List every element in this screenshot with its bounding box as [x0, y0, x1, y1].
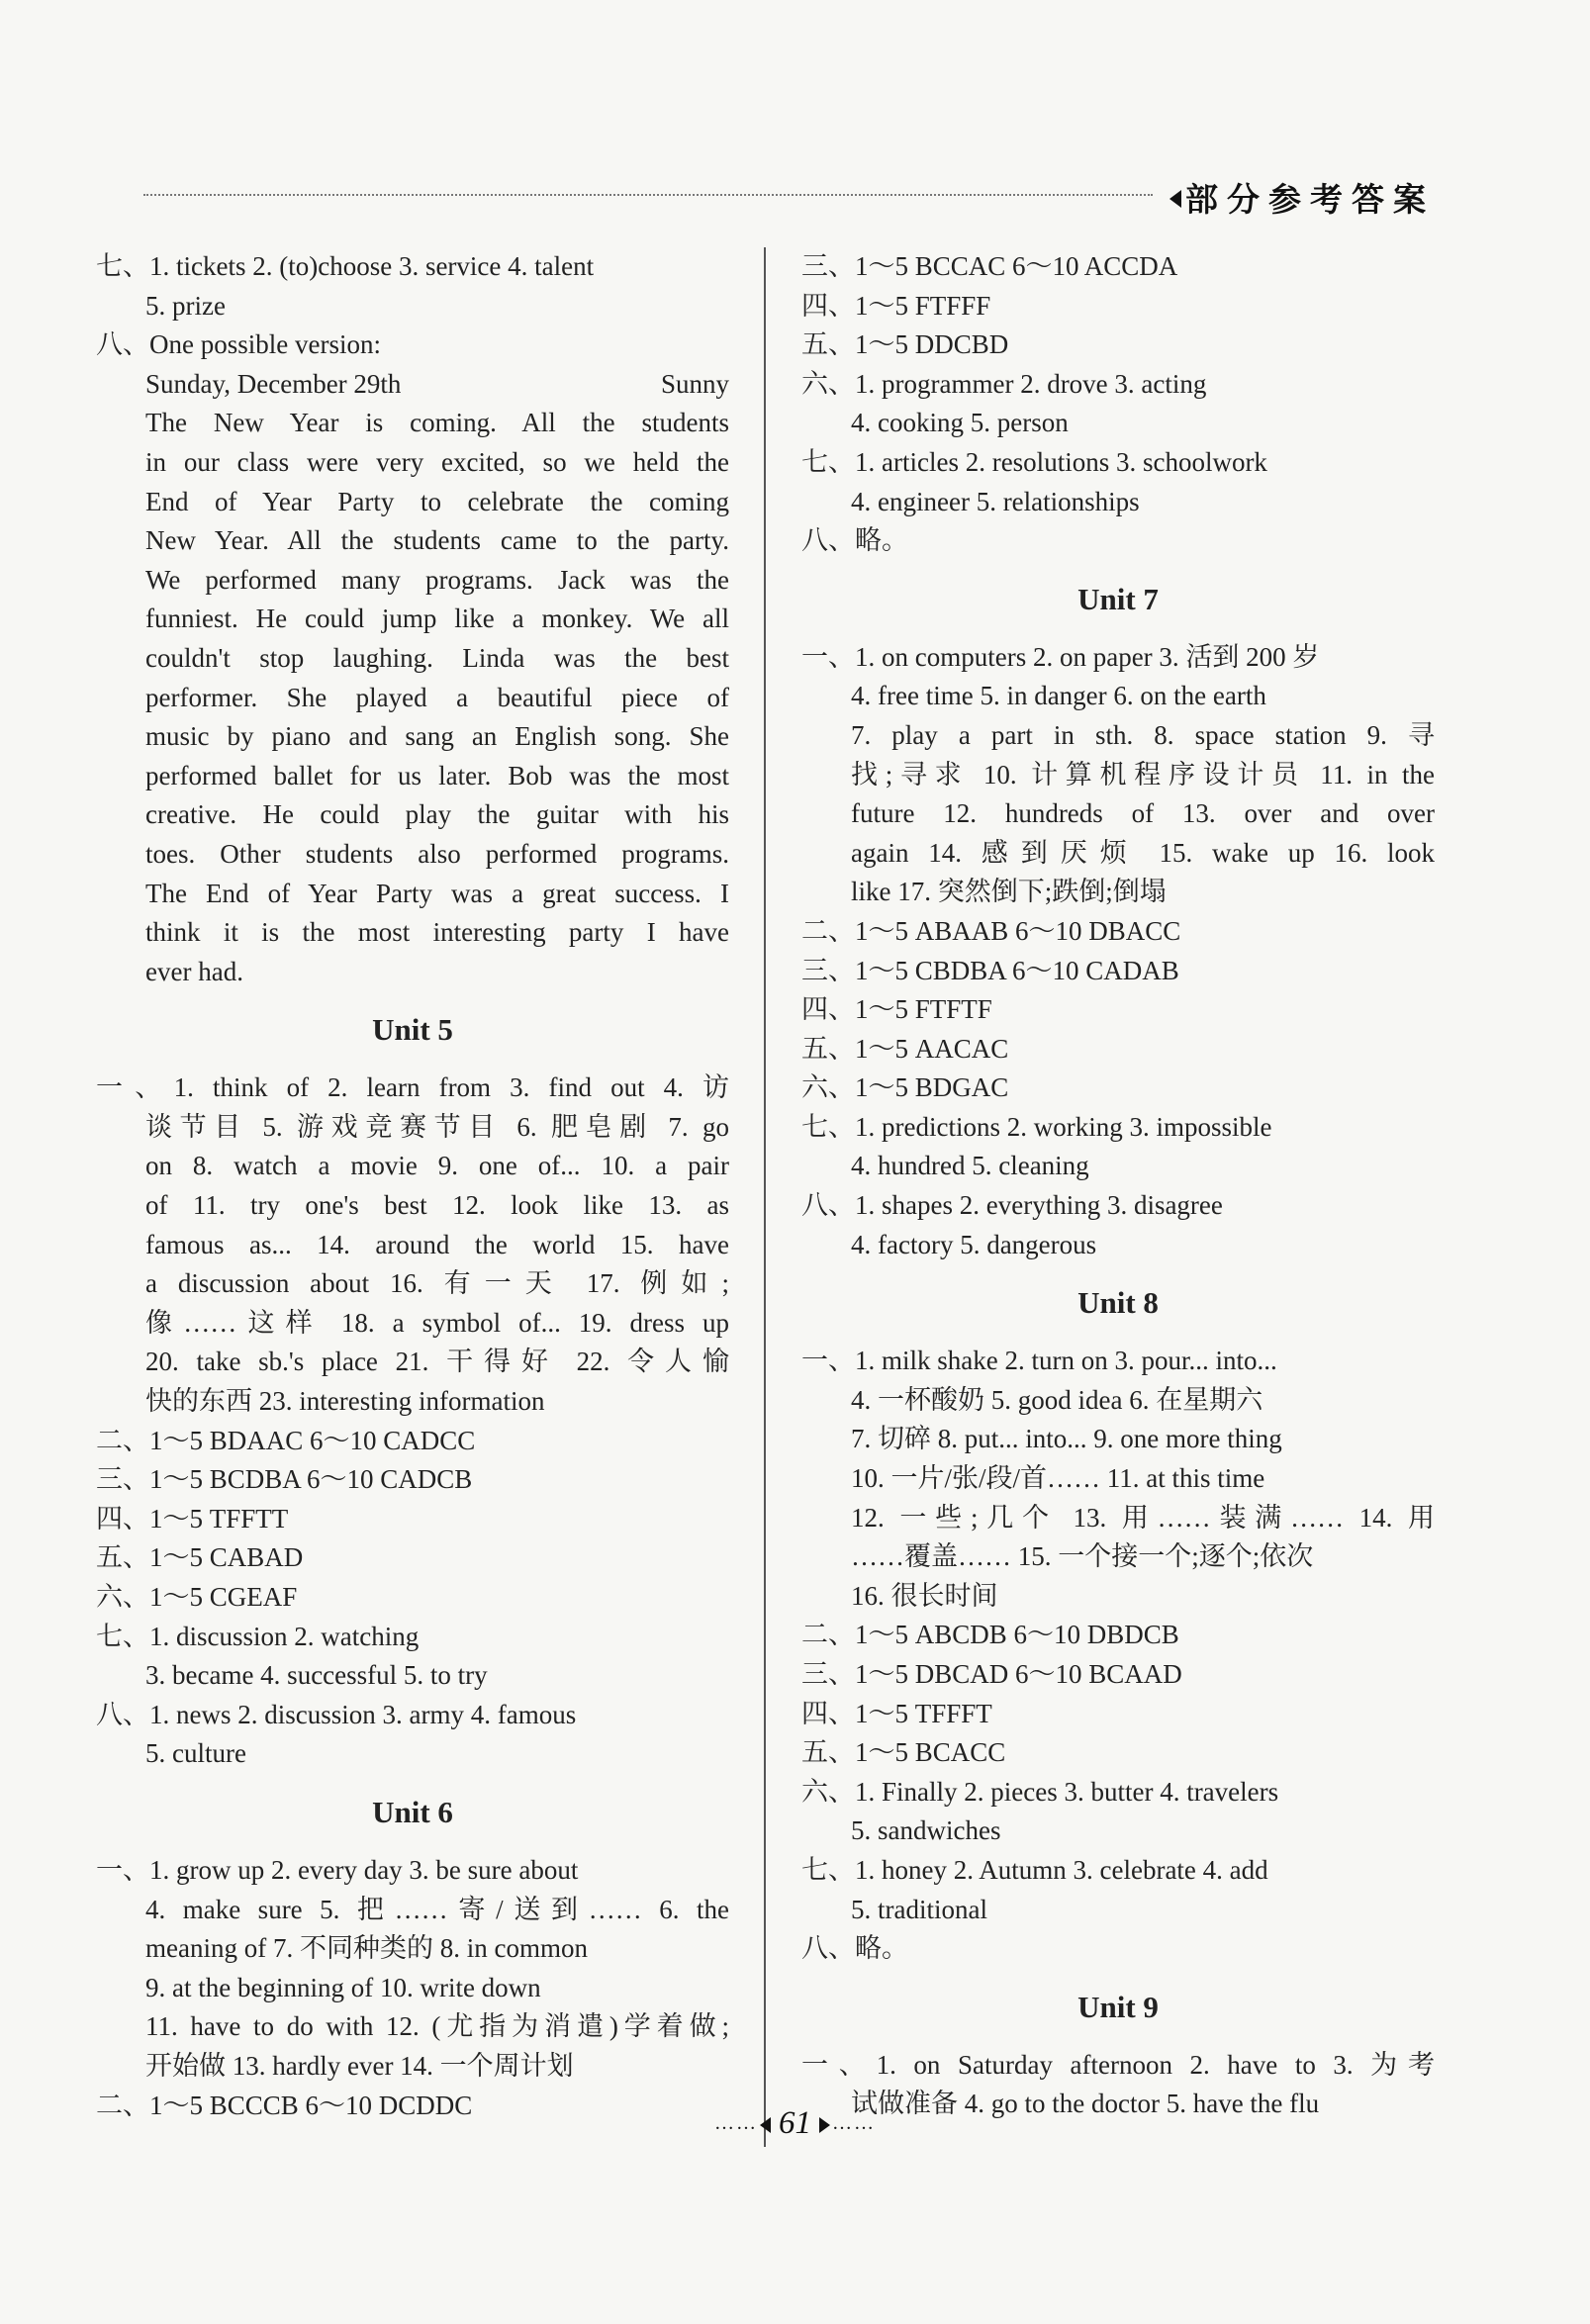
answer-line: 八、1. shapes 2. everything 3. disagree — [801, 1190, 1223, 1221]
unit-heading: Unit 5 — [372, 1012, 453, 1048]
answer-line: End of Year Party to celebrate the coming — [145, 486, 729, 516]
answer-line: The End of Year Party was a great success. I — [145, 878, 729, 908]
answer-line: 一、1. think of 2. learn from 3. find out 4. 访 — [96, 1072, 729, 1103]
footer-dots-right: …… — [832, 2112, 876, 2134]
answer-line: New Year. All the students came to the party. — [145, 525, 729, 556]
answer-line: 20. take sb.'s place 21. 干得好 22. 令人愉 — [145, 1347, 729, 1377]
answer-line: 八、One possible version: — [96, 329, 381, 360]
answer-line: 七、1. articles 2. resolutions 3. schoolwork — [801, 446, 1267, 477]
answer-line: 八、1. news 2. discussion 3. army 4. famous — [96, 1699, 577, 1729]
header-title-block — [1169, 174, 1435, 221]
answer-line: 谈节目 5. 游戏竞赛节目 6. 肥皂剧 7. go — [145, 1111, 729, 1142]
footer-dots-left: …… — [714, 2112, 758, 2134]
answer-line: 四、1～5 FTFTF — [801, 994, 992, 1025]
page-title: 部分参考答案 — [1185, 180, 1435, 219]
weather-text: Sunny — [660, 368, 729, 399]
answer-line: 三、1～5 BCDBA 6～10 CADCB — [96, 1464, 473, 1495]
answer-line: 三、1～5 BCCAC 6～10 ACCDA — [801, 251, 1178, 281]
unit-heading: Unit 9 — [1077, 1989, 1159, 2024]
answer-line: 16. 很长时间 — [851, 1580, 998, 1611]
answer-line: 五、1～5 AACAC — [801, 1033, 1009, 1064]
answer-line: 3. became 4. successful 5. to try — [145, 1660, 488, 1691]
answer-line: performer. She played a beautiful piece of — [145, 682, 729, 712]
answer-line: a discussion about 16. 有一天 17. 例如; — [145, 1268, 729, 1299]
page-number: 61 — [779, 2105, 811, 2141]
answer-line: 9. at the beginning of 10. write down — [145, 1972, 541, 2002]
answer-line: 5. prize — [145, 290, 226, 321]
right-column — [801, 247, 1435, 2124]
answer-line: 7. 切碎 8. put... into... 9. one more thing — [851, 1424, 1282, 1454]
answer-line: meaning of 7. 不同种类的 8. in common — [145, 1933, 588, 1964]
answer-line: 六、1～5 CGEAF — [96, 1582, 298, 1612]
answer-line: think it is the most interesting party I have — [145, 917, 729, 948]
answer-line: 4. hundred 5. cleaning — [851, 1151, 1089, 1181]
answer-line: 五、1～5 DDCBD — [801, 329, 1009, 360]
answer-line: 4. 一杯酸奶 5. good idea 6. 在星期六 — [851, 1384, 1263, 1415]
answer-line: 二、1～5 ABCDB 6～10 DBDCB — [801, 1620, 1179, 1650]
answer-line: 4. factory 5. dangerous — [851, 1229, 1097, 1259]
answer-date-line — [96, 365, 729, 405]
answer-line: on 8. watch a movie 9. one of... 10. a pair — [145, 1151, 729, 1181]
left-column — [96, 247, 729, 2125]
answer-line: funniest. He could jump like a monkey. We all — [145, 604, 729, 634]
answer-line: 一、1. grow up 2. every day 3. be sure about — [96, 1854, 579, 1885]
answer-line: 八、略。 — [801, 525, 908, 556]
answer-line: in our class were very excited, so we held the — [145, 446, 729, 477]
triangle-left-icon — [760, 2117, 771, 2133]
answer-line: 5. sandwiches — [851, 1815, 1001, 1846]
answer-line: 4. make sure 5. 把……寄/送到…… 6. the — [145, 1894, 729, 1924]
triangle-right-icon — [819, 2117, 830, 2133]
answer-line: again 14. 感到厌烦 15. wake up 16. look — [851, 837, 1435, 868]
answer-line: 五、1～5 BCACC — [801, 1737, 1006, 1768]
answer-line: 找;寻求 10. 计算机程序设计员 11. in the — [851, 759, 1435, 790]
answer-line: 一、1. milk shake 2. turn on 3. pour... into... — [801, 1346, 1277, 1376]
unit-heading: Unit 6 — [372, 1794, 453, 1829]
answer-line: creative. He could play the guitar with his — [145, 799, 729, 830]
answer-line: 快的东西 23. interesting information — [145, 1386, 545, 1417]
answer-line: 四、1～5 FTFFF — [801, 290, 991, 321]
header-dotted-rule — [143, 194, 1153, 196]
answer-line: toes. Other students also performed programs. — [145, 838, 729, 869]
answer-line: We performed many programs. Jack was the — [145, 564, 729, 595]
answer-line: 七、1. honey 2. Autumn 3. celebrate 4. add — [801, 1854, 1268, 1885]
answer-line: 二、1～5 ABAAB 6～10 DBACC — [801, 915, 1181, 946]
answer-line: 开始做 13. hardly ever 14. 一个周计划 — [145, 2050, 574, 2081]
unit-heading: Unit 7 — [1077, 581, 1159, 616]
date-text: Sunday, December 29th — [145, 368, 402, 399]
answer-line: 六、1. Finally 2. pieces 3. butter 4. travelers — [801, 1776, 1279, 1807]
answer-line: 4. engineer 5. relationships — [851, 486, 1140, 516]
answer-line: 七、1. predictions 2. working 3. impossible — [801, 1111, 1272, 1142]
answer-line: performed ballet for us later. Bob was the most — [145, 760, 729, 790]
answer-line: 11. have to do with 12. (尤指为消遣)学着做; — [145, 2011, 729, 2042]
answer-line: 5. culture — [145, 1738, 246, 1769]
answer-line: 八、略。 — [801, 1933, 908, 1964]
answer-line: like 17. 突然倒下;跌倒;倒塌 — [851, 877, 1167, 907]
answer-line: 一、1. on Saturday afternoon 2. have to 3. 为考 — [801, 2049, 1435, 2080]
answer-line: 二、1～5 BDAAC 6～10 CADCC — [96, 1425, 476, 1455]
answer-line: 试做准备 4. go to the doctor 5. have the flu — [851, 2089, 1320, 2119]
triangle-left-icon — [1169, 190, 1181, 208]
answer-line: 一、1. on computers 2. on paper 3. 活到 200 岁 — [801, 641, 1320, 672]
answer-line: 5. traditional — [851, 1894, 987, 1924]
answer-line: 七、1. discussion 2. watching — [96, 1621, 420, 1651]
answer-line: 六、1. programmer 2. drove 3. acting — [801, 368, 1207, 399]
answer-line: ……覆盖…… 15. 一个接一个;逐个;依次 — [851, 1541, 1314, 1572]
answer-line: 三、1～5 CBDBA 6～10 CADAB — [801, 955, 1179, 985]
answer-line: 六、1～5 BDGAC — [801, 1072, 1009, 1103]
answer-line: 二、1～5 BCCCB 6～10 DCDDC — [96, 2090, 473, 2120]
answer-line: of 11. try one's best 12. look like 13. as — [145, 1190, 729, 1221]
answer-line: 三、1～5 DBCAD 6～10 BCAAD — [801, 1659, 1182, 1689]
answer-line: 四、1～5 TFFFT — [801, 1698, 992, 1728]
answer-line: 7. play a part in sth. 8. space station 9. 寻 — [851, 719, 1435, 750]
answer-line: 五、1～5 CABAD — [96, 1542, 304, 1573]
answer-line: music by piano and sang an English song. She — [145, 721, 729, 752]
answer-line: 像……这样 18. a symbol of... 19. dress up — [145, 1307, 729, 1338]
page-footer — [0, 2105, 1590, 2142]
answer-line: 4. free time 5. in danger 6. on the earth — [851, 681, 1266, 711]
answer-line: 4. cooking 5. person — [851, 408, 1069, 438]
answer-line: famous as... 14. around the world 15. have — [145, 1229, 729, 1259]
answer-line: The New Year is coming. All the students — [145, 408, 729, 438]
answer-line: 四、1～5 TFFTT — [96, 1503, 289, 1534]
answer-line: 七、1. tickets 2. (to)choose 3. service 4. talent — [96, 251, 595, 281]
answer-line: future 12. hundreds of 13. over and over — [851, 798, 1435, 829]
answer-line: 10. 一片/张/段/首…… 11. at this time — [851, 1463, 1265, 1494]
unit-heading: Unit 8 — [1077, 1285, 1159, 1321]
answer-line: 12. 一些;几个 13. 用……装满…… 14. 用 — [851, 1502, 1435, 1533]
column-divider — [764, 247, 766, 2147]
answer-line: couldn't stop laughing. Linda was the best — [145, 642, 729, 673]
answer-line: ever had. — [145, 956, 243, 986]
